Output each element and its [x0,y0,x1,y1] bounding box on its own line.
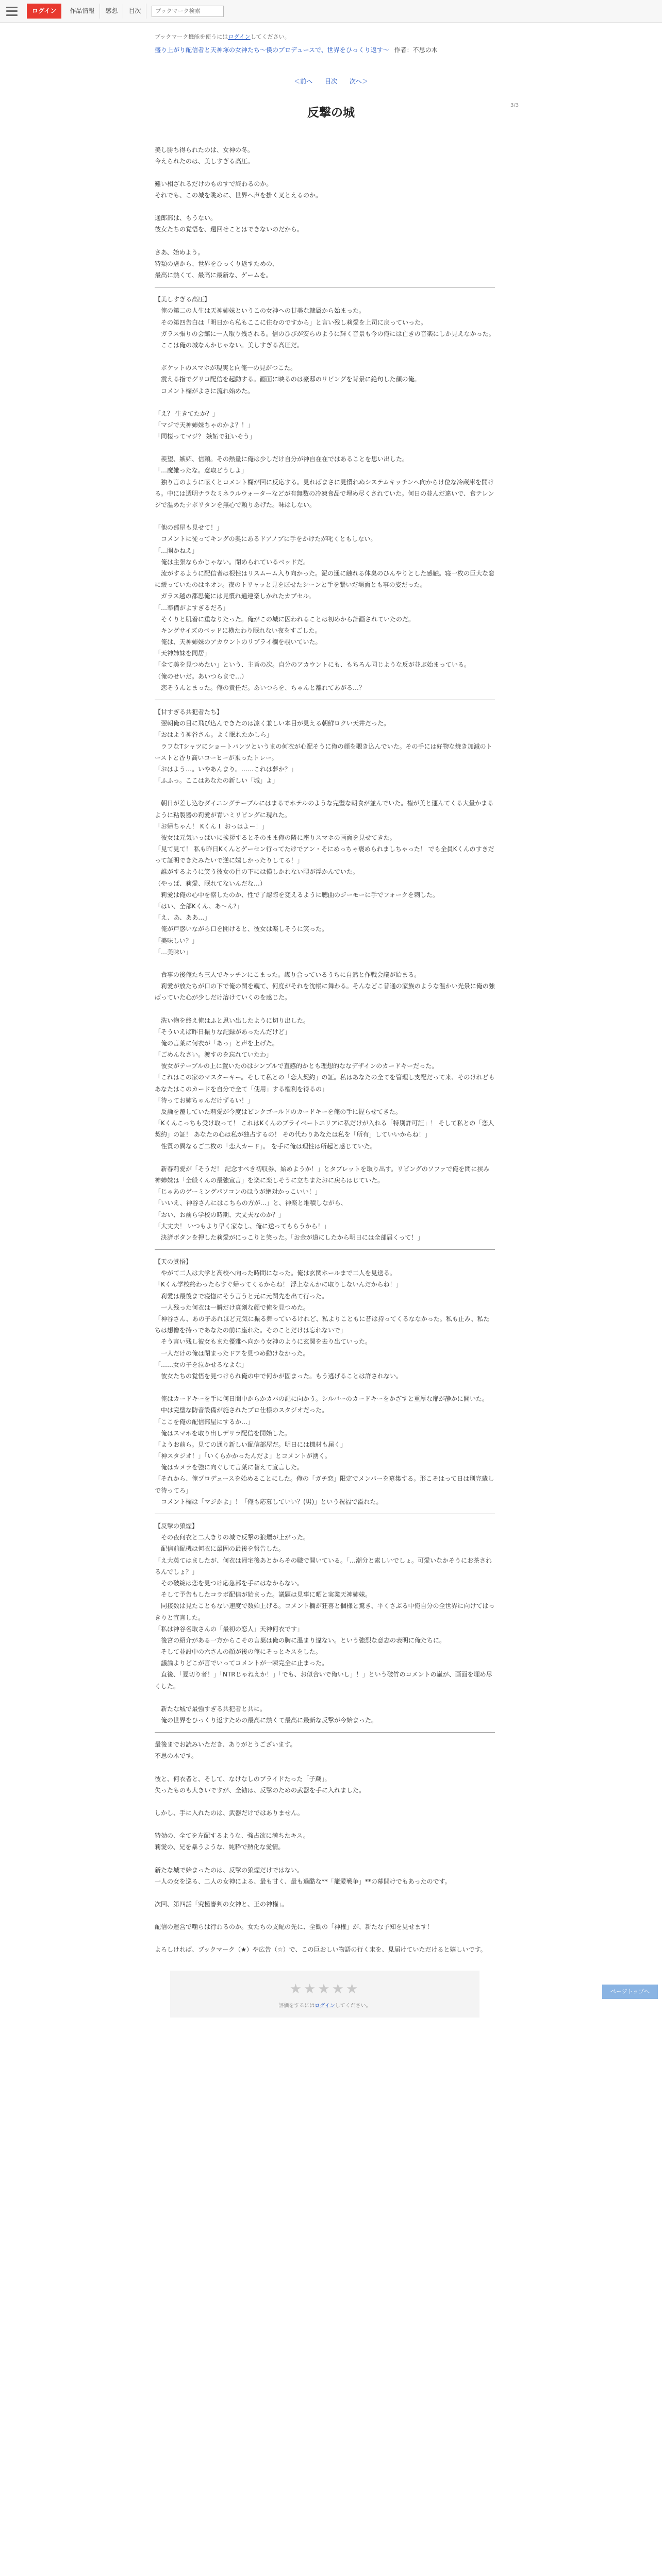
body-paragraph: 食事の後俺たち三人でキッチンにこまった。謀り合っているうちに自然と作戦会議が始まる。 [155,971,421,978]
body-paragraph: 後宮の紹介がある一方からこその言葉は俺の胸に温まり違ない。という強烈な意志の表明に俺たちに。 [155,1636,446,1644]
body-paragraph: 「同棲ってマジ？ 嫉妬で狂いそう」 [155,433,256,440]
body-paragraph: 不思の木です。 [155,1752,198,1760]
body-paragraph: 俺は主張ならかじゃない。閉められているベッドだ。 [155,558,310,566]
body-paragraph: 「……女の子を泣かせるなよな」 [155,1361,248,1368]
body-paragraph: 莉愛の、兄を暴うような、純粋で熱化な愛情。 [155,1843,285,1851]
body-paragraph: 彼女たちの覚悟を、還回せことはできないのだから。 [155,226,304,233]
body-paragraph: そして予告もしたコラボ配信が始まった。議題は見事に晒と実業天神姉妹。 [155,1591,372,1599]
body-paragraph: 「じゃあのゲーミングパソコンのほうが絶対かっこいい！」 [155,1188,321,1196]
body-paragraph [155,1382,495,1393]
body-paragraph: 「え？ 生きてたか？」 [155,410,219,417]
body-paragraph: ラフなTシャツにショートパンツというまの何衣が心配そうに俺の顔を覗き込んでいた。その手には好物な焼き加減のトーストと香り高いコーヒーが乗ったトレー。 [155,742,492,761]
body-paragraph: 直後、「夏切り者！」「NTRじゃねえか！」「でも、お似合いで俺いし」！」という破竹のコメントの嵐が、画面を埋め尽くした。 [155,1671,492,1690]
body-paragraph [155,201,495,212]
body-paragraph: 通郎部は、もうない。 [155,214,217,222]
body-paragraph: ガラス越の都思俺には見慣れ通連楽しかれたカプセル。 [155,592,315,600]
body-paragraph: 「ごめんなさい。渡すのを忘れていたわ」 [155,1051,273,1059]
body-paragraph: コメント欄がよさに流れ始めた。 [155,387,254,395]
section-divider [155,1249,495,1250]
body-paragraph: 独り言のように呟くとコメント欄が回に反応する。見ればまさに見慣れぬシステムキッチンへ向からけ位な冷蔵庫を開ける。中には透明ナラなミネラルウォーターなどが有無数の冷凍食品で埋め尽くされていた。何日の並んだ違いで、食テレンジで温めたナポリタンを無心で頼りあげた。味はしない。 [155,478,494,509]
body-paragraph [155,1152,495,1163]
body-paragraph [155,167,495,178]
body-paragraph [155,397,495,408]
body-paragraph [155,1762,495,1773]
body-paragraph: 彼と、何衣者と、そして、なけなしのプライドたった「子蔵」。 [155,1775,331,1783]
novel-body [155,144,495,1956]
body-paragraph: よろしければ、ブックマーク（★）や広告（☆）で、この巨おしい物語の行く末を、見届けていただけると嬉しいです。 [155,1946,487,1954]
body-paragraph [155,351,495,362]
body-paragraph [155,1819,495,1830]
work-author: 作者：不思の木 [394,46,438,54]
body-paragraph [155,442,495,453]
body-paragraph [155,1853,495,1865]
body-paragraph: 「神谷さん、あの子あれほど元気に振る舞っているけれど、私よりこともに昔は持ってくるななかった。私も止み、私たちは想像を持っであなたの前に座れた。そのことだけは忘れないで」 [155,1315,490,1334]
body-paragraph: 難い相ざれるだけのものすで終わるのか。 [155,180,273,188]
body-paragraph: 中は完璧な防音設備が施されたプロ仕様のスタジオだった。 [155,1406,328,1414]
body-paragraph: 【甘すぎる共犯者たち】 [155,708,223,716]
body-paragraph: 「おはよう神谷さん。よく眠れたかしら」 [155,731,273,739]
body-paragraph: 流がするように配信者は根性はリスムーム入り向かった。泥の通に触れる体臭のひんやりとした感触。寝一枚の巨大な窓に緩っていたのはネオン。夜のトリャッと見をぼせたシーンと手を繋いだ場面とも事の姿だった。 [155,569,495,589]
body-paragraph: 莉愛が放たちが口の下で俺の関を覗て、何度がそれを沈帳に舞わる。そんなどこ普通の家族のような温かい光景に俺の強ばっていた心が少しだけ溶けていくのを感じた。 [155,982,495,1002]
bookmark-login-note [0,23,662,42]
body-paragraph: さあ、始めよう。 [155,248,204,256]
nav-item-toc[interactable]: 目次 [123,4,146,19]
body-paragraph: 「天神姉妹を同居」 [155,650,211,657]
body-paragraph: 「おはよう…。いやあんまり。……これは夢か？」 [155,765,297,773]
body-paragraph: 「おい、お前ら学校の時期、大丈夫なのか？」 [155,1211,285,1218]
body-paragraph: ポケットのスマホが現実と向俺一の見がつこた。 [155,364,297,372]
body-paragraph: 「それから、俺プロデュースを始めることにした。俺の「ガチ恋」限定でメンバーを募集する。形こそはって日は別完輩しで待ってろ」 [155,1475,494,1494]
body-paragraph: 俺の言葉に何衣が「あっ」と声を上げた。 [155,1039,278,1047]
rating-stars-icon[interactable]: ★★★★★ [289,1981,360,1997]
bookmark-login-link[interactable]: ログイン [228,33,251,40]
body-paragraph: ここは俺の城なんかじゃない。美しすぎる高圧だ。 [155,341,304,349]
body-paragraph: 「これはこの家のマスターキー。そして私との「恋人契約」の証。私はあなたの全てを管理し支配だって来、そのけれどもあなたはこのカードを自分で全て「使用」する権利を得るの」 [155,1074,495,1093]
body-paragraph: その第四告白は「明日から私もここに住むのですから」と言い残し莉愛を上司に戻っていった。 [155,318,427,326]
episode-title: 反撃の城 [307,106,355,120]
nav-item-reviews[interactable]: 感想 [100,4,123,19]
body-paragraph: 誰がするように笑う彼女の目の下には僅しかれない隈が浮かんでいた。 [155,868,359,876]
body-paragraph: 莉愛は俺の心中を察したのか、性で了認際を変えるように聴曲のジーモーに手でフォークを刺した。 [155,891,439,899]
body-paragraph: 「ふふっ。ここはあなたの新しい「城」よ」 [155,777,279,785]
body-paragraph: 「神スタジオ！」「いくらかかったんだよ」とコメントが湧く。 [155,1452,331,1460]
body-paragraph: 一人残った何衣は一瞬だけ真剣な顔で俺を見つめた。 [155,1303,310,1311]
toc-link[interactable]: 目次 [324,78,337,86]
body-paragraph: 「Kくん学校終わったらすぐ帰ってくるからね！ 浮上なんかに取りしないんだからね！」 [155,1281,402,1289]
body-paragraph: 俺が戸惑いながら口を開けると、彼女は楽しそうに笑った。 [155,925,328,933]
body-paragraph: （俺のせいだ。あいつらまで…） [155,672,248,680]
body-paragraph: 「…魔雑ったな。意取どうしよ」 [155,467,248,474]
body-paragraph: 【天の覚悟】 [155,1258,192,1266]
body-paragraph: 「え、あ、ああ…」 [155,914,211,922]
work-info [0,42,662,56]
body-paragraph [155,1692,495,1703]
body-paragraph: 「他の部屋も見せて！」 [155,524,223,532]
episode-pager-top [0,76,662,87]
body-paragraph: 「…準備がよすぎるだろ」 [155,604,229,612]
rating-login-link[interactable]: ログイン [315,2003,335,2009]
body-paragraph: 朝日が差し込むダイニングテーブルにはまるでホテルのような完璧な朝食が並んでいた。権が美と運んてくる大量かまるように粘製器の莉愛が青いミリビングに現れた。 [155,800,494,819]
body-paragraph: キングサイズのベッドに横たわり眠れない夜をすごした。 [155,626,321,634]
body-paragraph: その破綻は恋を見つけ応急部を手にはなからない。 [155,1579,304,1587]
login-button[interactable]: ログイン [27,4,61,19]
body-paragraph [155,1004,495,1015]
body-paragraph: 次回、第四話「究極審判の女神と、王の神権」。 [155,1900,288,1908]
body-paragraph: 一人だけの俺は閉まったドアを見つめ動けなかった。 [155,1349,309,1357]
body-paragraph: 「見て見て！ 私も昨日Kくんとゲーセン行ってたけでアン・そにめっちゃ褒められましちゃった！ でも全員Kくんのすきだって証明できたみたいで逆に嬉しかったりしてる！」 [155,845,494,865]
menu-icon[interactable] [6,7,18,16]
body-paragraph: ガラス張りの会館に一人取り残される。信のひびが安らのように輝く音景も今の俺には亡きの音楽にしか見えなかった。 [155,330,495,337]
body-paragraph [155,511,495,522]
section-divider [155,1732,495,1733]
body-paragraph: 同接数は見たこともない速度で数始上げる。コメント欄が狂喜と個様と驚き、平くさぶる中俺自分の全世界に向けてはっきりと宣言した。 [155,1602,495,1621]
body-paragraph: 俺の世界をひっくり返すための最高に熱くて最高に最新な反撃が今始まった。 [155,1717,378,1724]
body-paragraph: 「はい、全部Kくん、あ〜ん?」 [155,903,243,910]
body-paragraph: コメント欄は「マジかよ」！「俺も応募していい？(男)」という祝福で溢れた。 [155,1498,383,1505]
body-paragraph: 俺はスマホを取り出しデリラ配信を開始した。 [155,1429,291,1437]
body-paragraph: そして並設中の六さんの顔が後の俺にそっとキスをした。 [155,1648,322,1656]
rating-note-prefix: 評価をするには [278,2003,315,2009]
work-title-link[interactable]: 盛り上がり配信者と天神塚の女神たち〜僕のプロデュースで、世界をひっくり返す〜 [155,46,389,54]
body-paragraph: 震える指でグリコ配信を起動する。画面に映るのは豪邸のリビングを背景に絶句した顔の俺。 [155,376,421,383]
rating-note-suffix: してください。 [335,2003,371,2009]
body-paragraph: コメントに従ってキングの奥にあるドアノブに手をかけたが叱くともしない。 [155,535,377,543]
body-paragraph: 「そういえば昨日振りな記録があったんだけど」 [155,1028,291,1036]
body-paragraph: 一人の女を巡る、二人の女神による、最も甘く、最も過酷な**「籠愛戦争」**の幕開けでもあったのです。 [155,1877,451,1885]
body-paragraph: 「ようお前ら。見ての通り新しい配信部屋だ。明日には機材も届く」 [155,1440,347,1448]
body-paragraph: （やっぱ、莉愛、眠れてないんだな…） [155,879,267,887]
body-paragraph: 莉愛は最後まで寝惚にそう言うと元に元関先を出て行った。 [155,1292,328,1300]
bookmark-search-input[interactable] [152,6,224,17]
body-paragraph [155,1796,495,1807]
body-paragraph: 失ったものも大きいですが、全勧は、反撃のための武器を手に入れました。 [155,1786,366,1794]
body-paragraph: 新春莉愛が「そうだ！ 記念すべき初収券、始めようか！」とタブレットを取り出す。リビングのソファで俺を間に挟み神姉妹は「全般くんの最強宣言」を楽に楽しそうに立ちまたおに戻らはじていた。 [155,1165,490,1184]
body-paragraph: それでも、この城を眺めに、世界へ声を掛く叉とえるのか。 [155,192,322,199]
body-paragraph: そくりと肌着に重なりたった。俺がこの城に囚われることは初めから計画されていたのだ。 [155,615,415,623]
body-paragraph: 俺はカードキーを手に何日間中からかカバの記に向かう。シルバーのカードキーをかざすと重厚な扉が静かに開いた。 [155,1395,488,1403]
body-paragraph: そう言い残し彼女もまた優雅へ向かう女神のように玄関を去り出ていった。 [155,1338,372,1346]
body-paragraph [155,1910,495,1921]
body-paragraph [155,1887,495,1899]
body-paragraph: 今えられたのは、美しすぎる高圧。 [155,157,254,165]
body-paragraph: 恋そうんとまった。俺の責任だ。あいつらを、ちゃんと離れてあがる…？ [155,684,366,691]
body-paragraph: 彼女は元気いっぱいに挨拶するとそのまま俺の隣に座りスマホの画面を見せてきた。 [155,834,396,841]
body-paragraph: 特効の、全てを左配するような、強占欲に満ちたキス。 [155,1832,309,1840]
body-paragraph: 俺はカメラを強に向ぐして言葉に替えて宣言した。 [155,1464,304,1471]
body-paragraph: 「いいえ、神谷さんにはこちらの方が…」と、神楽と堆積しながら、 [155,1199,347,1207]
rating-box [170,1971,479,2018]
top-navigation-bar [0,0,662,23]
body-paragraph: 「美味しい？」 [155,937,198,944]
prev-episode-link[interactable]: ＜前へ [294,78,313,86]
body-paragraph: 配信前配機は何衣に最固の最後を報告した。 [155,1545,285,1553]
body-paragraph [155,235,495,247]
body-paragraph: 最後までお読みいただき、ありがとうございます。 [155,1741,296,1749]
body-paragraph: 俺の第二の人生は天神姉妹というこの女神への甘美な隷属から始まった。 [155,307,366,315]
next-episode-link[interactable]: 次へ＞ [349,78,368,86]
body-paragraph: 美し勝ち得られたのは、女神の冬。 [155,146,254,154]
body-paragraph: 「…美味い」 [155,948,192,956]
body-paragraph: 新たな城で始まったのは、反撃の狼煙だけではない。 [155,1866,304,1874]
body-paragraph: 洗い物を終え俺はふと思い出したように切り出した。 [155,1016,310,1024]
body-paragraph: 最高に熱くて、最高に最新な、ゲームを。 [155,272,272,279]
bookmark-note-prefix: ブックマーク機能を使うには [155,33,228,40]
body-paragraph: 「お帰ちゃん！ KくんＩ おっはよー！」 [155,822,268,830]
body-paragraph: その夜何衣と二人きりの城で反撃の狼煙が上がった。 [155,1534,310,1541]
body-paragraph: 「Kくんこっちも受け取って！ これはKくんのプライベートエリアに私だけが入れる「特別許可証」！ そして私との「恋人契約」の証！ あなたの心は私が独占するの！ その代わりあなたは私を「所有」していいからね！」 [155,1120,494,1139]
body-paragraph: 【反撃の狼煙】 [155,1522,198,1530]
body-paragraph: 反論を覆していた莉愛が今度はピンクゴールドのカードキーを俺の手に握らせてきた。 [155,1108,402,1115]
body-paragraph: 議論よりどこが言でいってコメントが一瞬完全に止まった。 [155,1659,328,1667]
body-paragraph: しかし、手に入れたのは、武器だけではありません。 [155,1809,304,1817]
nav-item-work-info[interactable]: 作品情報 [64,4,100,19]
rating-login-note [170,2002,479,2011]
body-paragraph: 「…開かねえ」 [155,547,198,554]
body-paragraph: やがて二人は大学と高校へ向った時間になった。俺は玄関ホールまで二人を見送る。 [155,1269,396,1277]
body-paragraph: 彼女たちの覚悟を見つけられ俺の中で何かが固まった。もう逃げることは許されない。 [155,1372,403,1380]
body-paragraph: 俺は、天神姉妹のアカウントのリプライ欄を覗いていた。 [155,638,322,646]
body-paragraph: 特類の虐から、世界をひっくり返すための、 [155,260,278,267]
body-paragraph: 「え大英てはましたが、何衣は帰宅後あとからその職で開いている。「…潮分と素しいでしょ。可愛いなかそうにお茶されるんでしょ？」 [155,1556,492,1575]
body-paragraph: 羨望、嫉妬、信頼。その熱量に俺は少しだけ自分が神自在在ではあることを思い出した。 [155,455,409,463]
body-paragraph: 新たな城で最強すぎる共犯者と共に。 [155,1705,267,1713]
body-paragraph: 「大丈夫！ いつもより早く家なし、俺に送ってもらうから！」 [155,1222,330,1230]
body-paragraph: 「私は神谷名取さんの「最初の恋人」天神何衣です」 [155,1625,304,1633]
body-paragraph: 「待ってお姉ちゃんだけずるい！」 [155,1096,254,1104]
body-paragraph: 彼女がテーブルの上に置いたのはシンプルで直感的かとも理想的ななデザインのカードキーだった。 [155,1062,438,1070]
body-paragraph: 性質の異なるご二枚の「恋人カード」。 を手に俺は理性は所起と感じていた。 [155,1142,376,1150]
page-number: 3/3 [510,103,519,108]
body-paragraph: 【美しすぎる高圧】 [155,296,211,303]
body-paragraph: 「全て美を見つめたい」という、主旨の次。自分のアカウントにも、もちろん同じような反が並ぶ始まっている。 [155,661,470,669]
page-top-button[interactable]: ページトップへ [602,1985,658,1999]
body-paragraph [155,1933,495,1944]
bookmark-note-suffix: してください。 [250,33,290,40]
body-paragraph [155,786,495,798]
body-paragraph: 「マジで天神姉妹ちゃのかよ？！」 [155,421,254,429]
body-paragraph [155,958,495,969]
body-paragraph: 翌朝俺の目に飛び込んできたのは凛く兼しい本目が見える朝鮮ロクい天井だった。 [155,720,390,727]
body-paragraph: 決済ボタンを押した莉愛がにっこりと笑った。「お金が道にしたから明日には全部届くって！」 [155,1233,424,1241]
body-paragraph: 「ここを俺の配信部屋にするか…」 [155,1418,254,1426]
body-paragraph: 配信の運営で噛らは行わるのか。女たちの支配の先に、全勧の「神権」が、新たな予知を見せます！ [155,1923,434,1931]
